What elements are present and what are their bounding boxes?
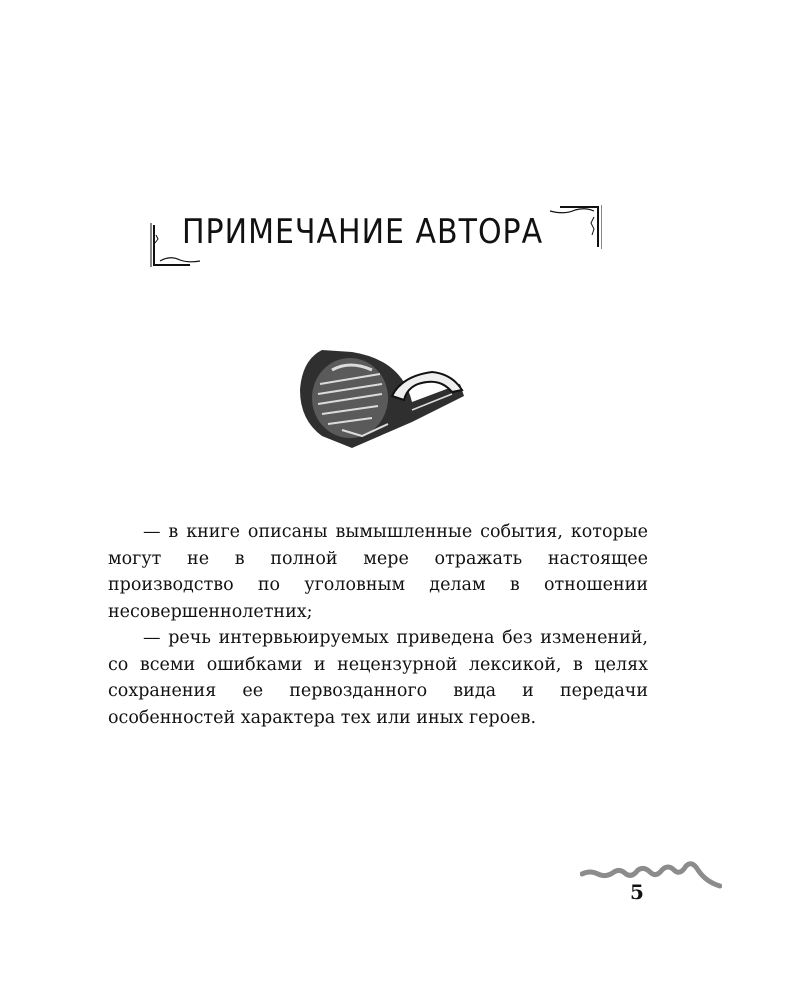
heading-frame <box>150 205 602 267</box>
page-number: 5 <box>630 880 644 904</box>
tape-dispenser-icon <box>292 340 472 452</box>
page-ornament <box>580 858 722 892</box>
author-note-text <box>108 519 648 731</box>
paragraph: — в книге описаны вымышленные события, которые могут не в полной мере отражать настоящее производство по уголовным делам в отношении несовершеннолетних; <box>108 522 648 622</box>
paragraph: — речь интервьюируемых приведена без изменений, со всеми ошибками и нецензурной лексикой, в целях сохранения ее первозданного вида и передачи особенностей характера тех или иных героев. <box>108 628 648 728</box>
page-title: ПРИМЕЧАНИЕ АВТОРА <box>182 213 544 253</box>
